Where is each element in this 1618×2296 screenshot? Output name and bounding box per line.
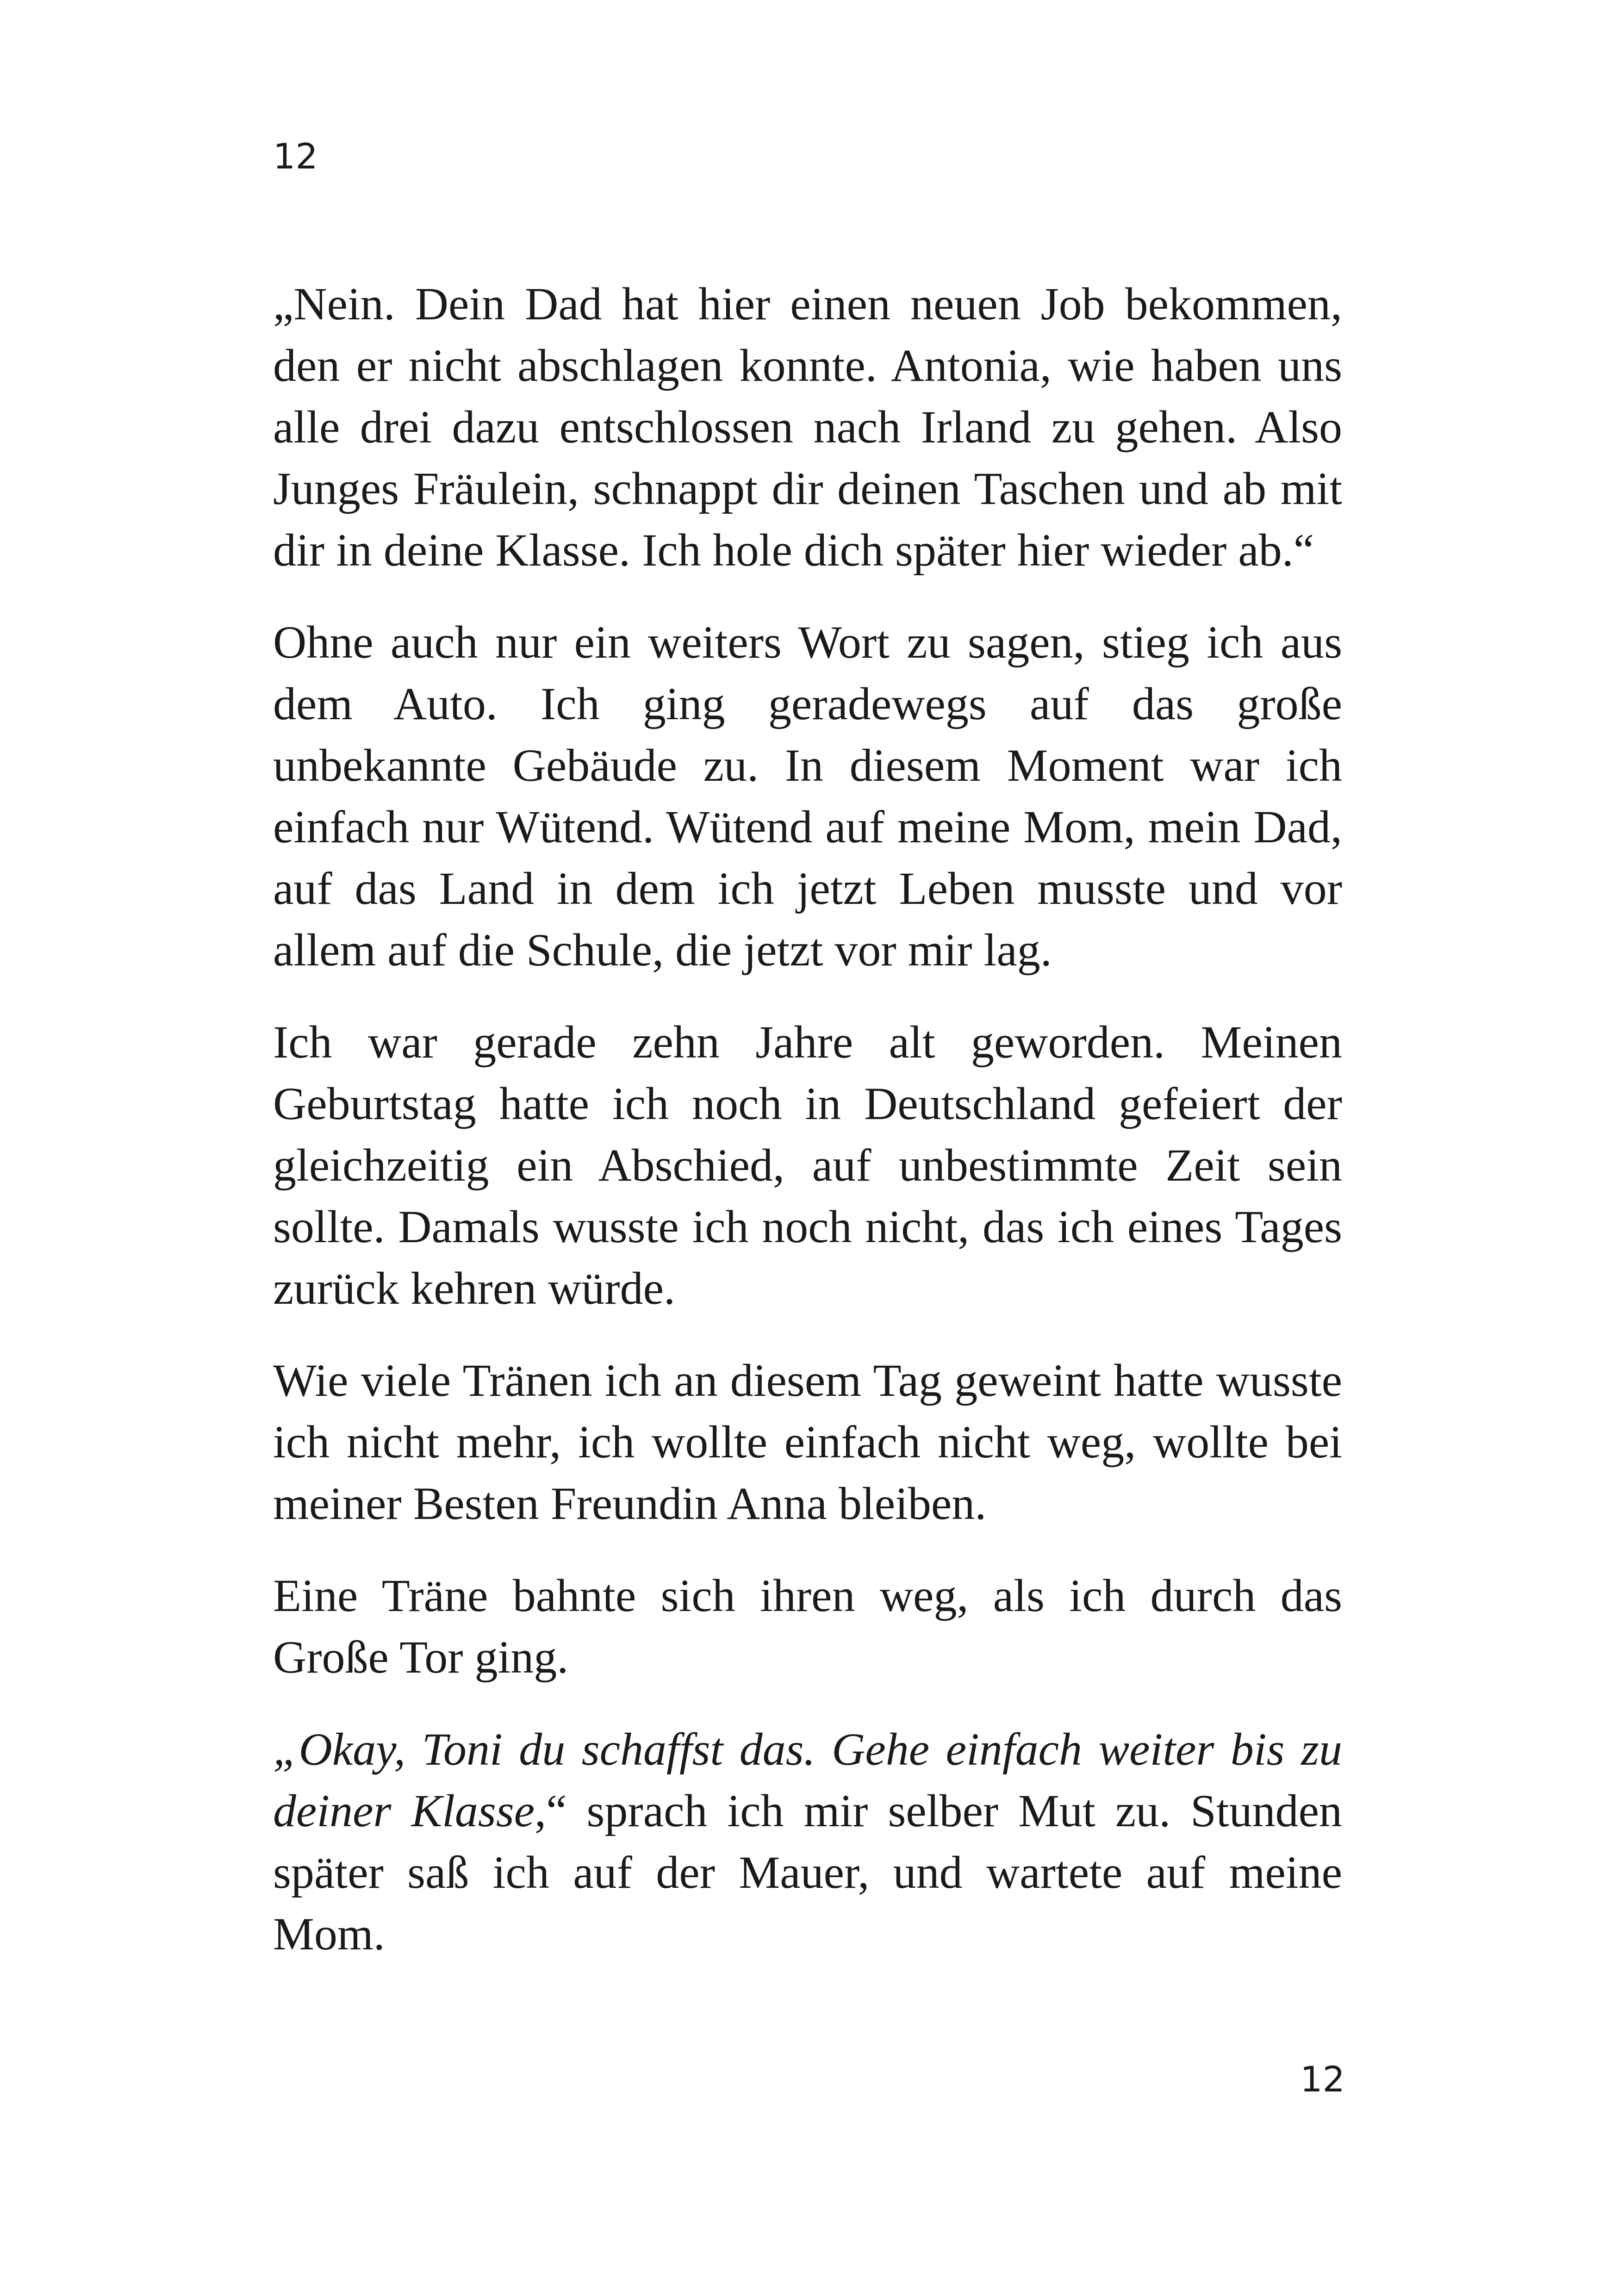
italic-quote: „Okay, Toni du schaffst das. Gehe einfach weiter bis zu deiner Klasse <box>273 1724 1342 1836</box>
paragraph: Ich war gerade zehn Jahre alt geworden. Meinen Geburtstag hatte ich noch in Deutschland gefeiert der gleichzeitig ein Abschied, auf unbestimmte Zeit sein sollte. Damals wusste ich noch nicht, das ich eines Tages zurück kehren würde. <box>273 1016 1342 1314</box>
paragraph: Wie viele Tränen ich an diesem Tag geweint hatte wusste ich nicht mehr, ich wollte einfach nicht weg, wollte bei meiner Besten Freundin Anna bleiben. <box>273 1355 1342 1529</box>
paragraph-last <box>273 1718 1342 1965</box>
body-text <box>273 273 1342 1965</box>
page-number-bottom: 12 <box>1300 2059 1345 2100</box>
paragraph: Eine Träne bahnte sich ihren weg, als ich durch das Große Tor ging. <box>273 1570 1342 1683</box>
paragraph: „Nein. Dein Dad hat hier einen neuen Job bekommen, den er nicht abschlagen konnte. Antonia, wie haben uns alle drei dazu entschlossen nach Irland zu gehen. Also Junges Fräulein, schnappt dir deinen Taschen und ab mit dir in deine Klasse. Ich hole dich später hier wieder ab.“ <box>273 278 1342 576</box>
paragraph-rest: ,“ sprach ich mir selber Mut zu. Stunden später saß ich auf der Mauer, und wartete auf meine Mom. <box>273 1785 1342 1960</box>
paragraph: Ohne auch nur ein weiters Wort zu sagen, stieg ich aus dem Auto. Ich ging geradewegs auf das große unbekannte Gebäude zu. In diesem Moment war ich einfach nur Wütend. Wütend auf meine Mom, mein Dad, auf das Land in dem ich jetzt Leben musste und vor allem auf die Schule, die jetzt vor mir lag. <box>273 616 1342 976</box>
page-number-top: 12 <box>273 136 318 177</box>
